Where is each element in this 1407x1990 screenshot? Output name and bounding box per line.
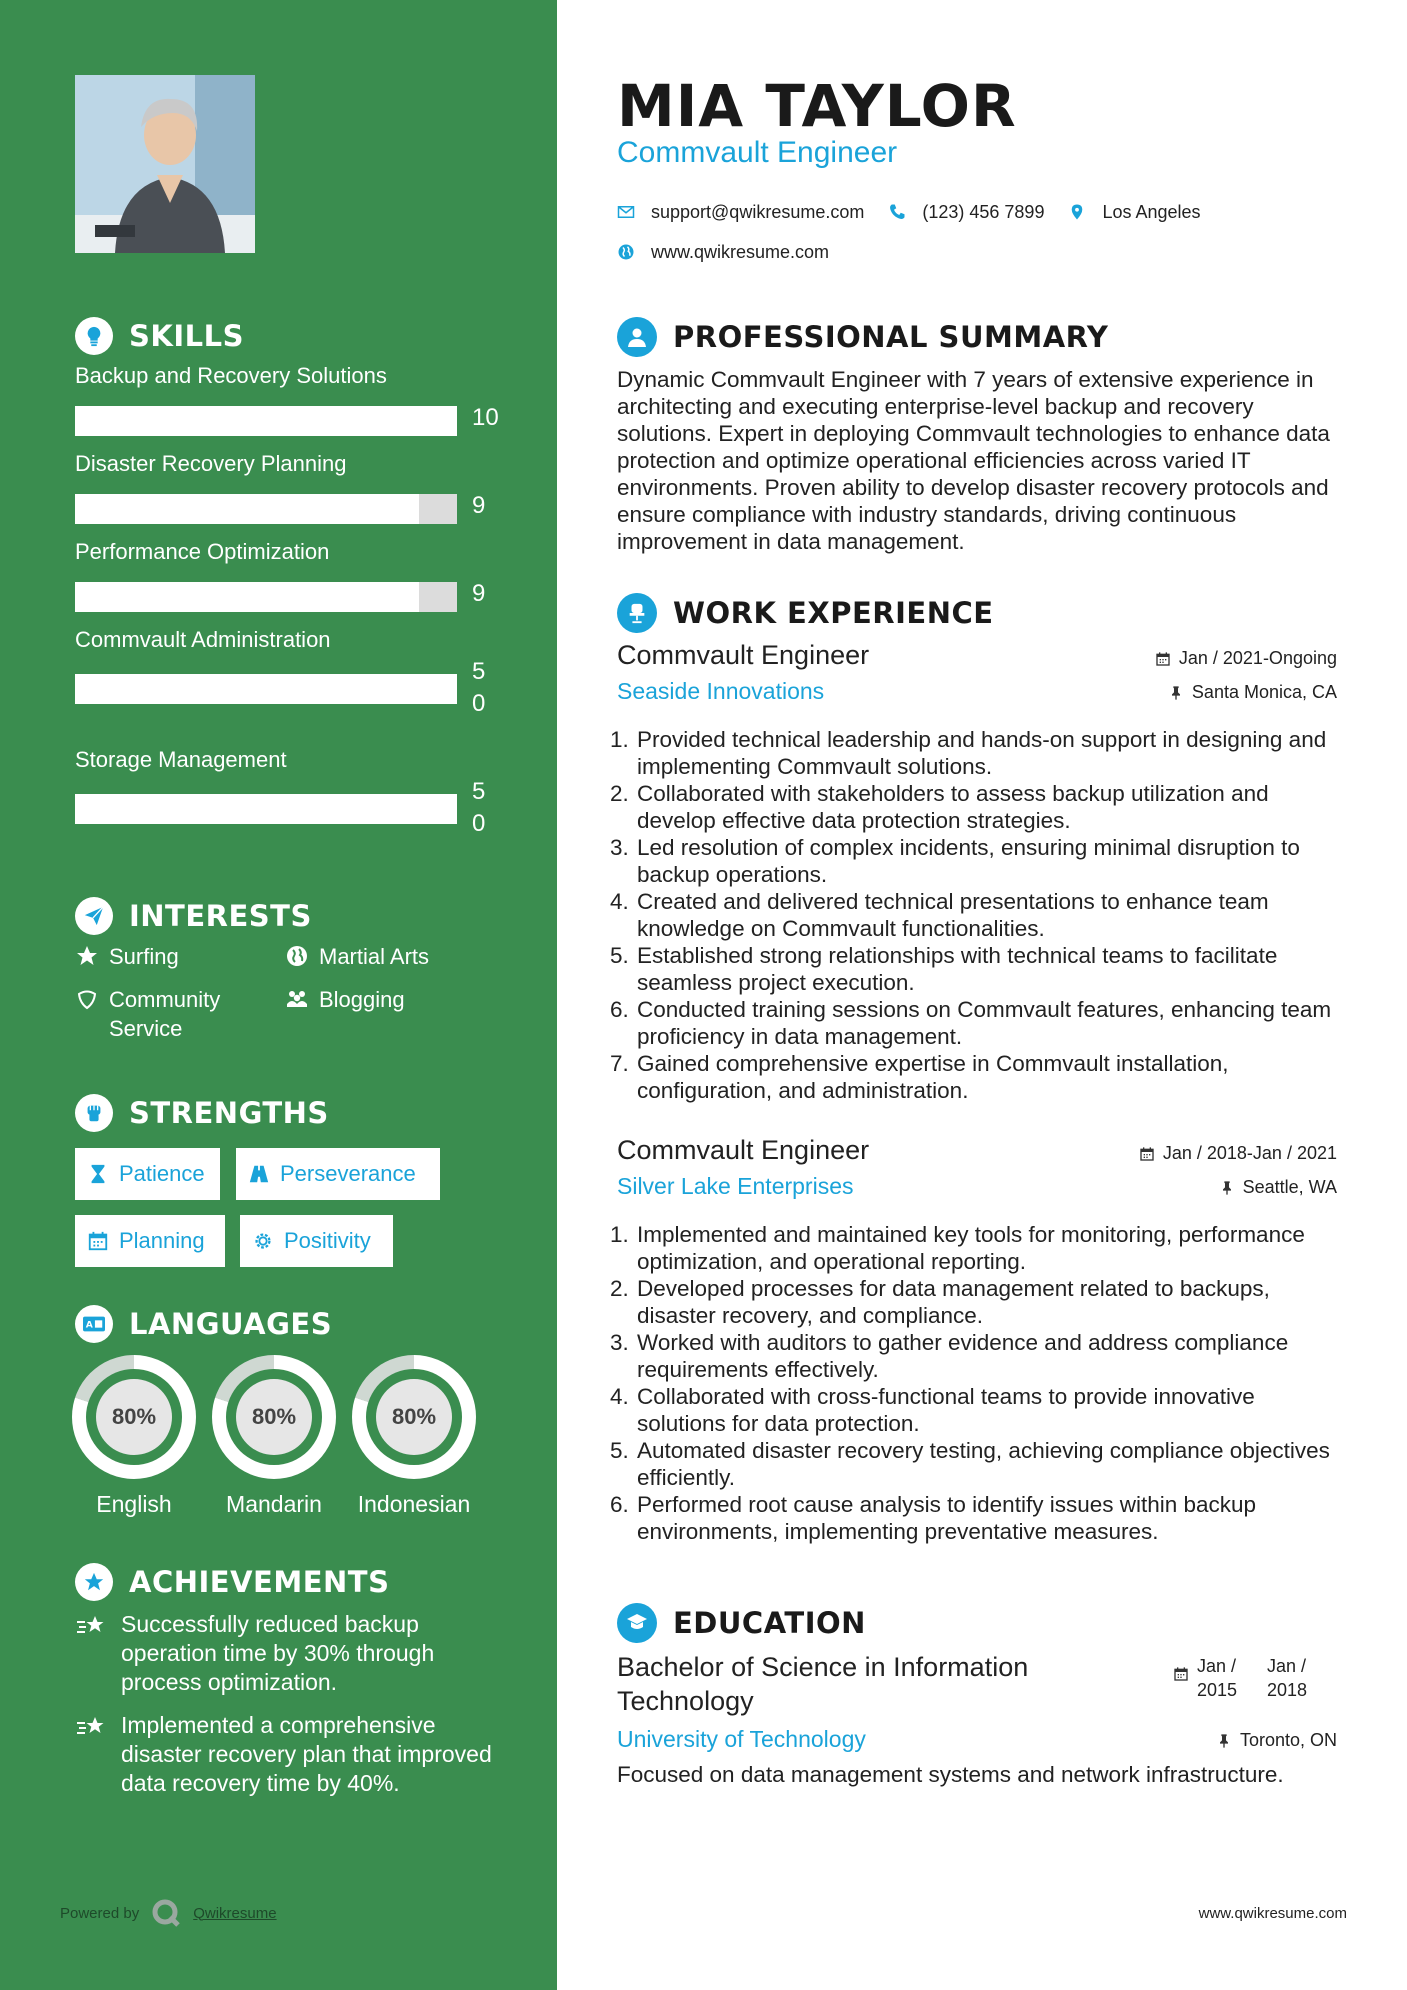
contact-website — [617, 242, 829, 263]
skill-item — [75, 626, 495, 746]
job-location — [1168, 682, 1337, 703]
skill-item — [75, 450, 495, 538]
skill-item — [75, 362, 499, 450]
duty-item: 2. Developed processes for data management related to backups, disaster recovery, and compliance. — [635, 1275, 1337, 1329]
location-text: Los Angeles — [1102, 201, 1201, 222]
achievement-item — [75, 1610, 495, 1697]
gear-icon — [252, 1230, 274, 1252]
contact-info — [617, 192, 1337, 272]
skill-bar-fill — [75, 406, 457, 436]
job-duties — [617, 726, 1337, 1104]
language-item — [352, 1355, 476, 1518]
candidate-name: MIA TAYLOR — [617, 72, 1017, 140]
language-ring — [72, 1355, 196, 1479]
strength-chip — [75, 1148, 220, 1200]
fist-icon — [75, 1094, 113, 1132]
skill-bar — [75, 494, 457, 524]
language-name: Indonesian — [357, 1491, 471, 1517]
calendar-icon — [87, 1230, 109, 1252]
globe-icon — [617, 243, 635, 261]
interest-label: Community Service — [109, 987, 221, 1041]
skill-bar — [75, 406, 457, 436]
skill-name: Performance Optimization — [75, 539, 330, 564]
skill-value: 9 — [472, 492, 486, 519]
job-date-text: Jan / 2021-Ongoing — [1178, 648, 1337, 668]
achievement-item — [75, 1711, 495, 1798]
job-location-text: Seattle, WA — [1242, 1177, 1337, 1197]
experience-heading — [617, 592, 994, 634]
duty-item: 4. Collaborated with cross-functional teams to provide innovative solutions for data protection. — [635, 1383, 1337, 1437]
interests-title: INTERESTS — [129, 899, 312, 933]
achievement-text: Implemented a comprehensive disaster recovery plan that improved data recovery time by 40%. — [121, 1712, 492, 1796]
job-company: Seaside Innovations — [617, 678, 825, 704]
skill-value: 50 — [472, 658, 486, 717]
paper-plane-icon — [75, 897, 113, 935]
sidebar — [0, 0, 557, 1990]
shooting-star-icon — [75, 1713, 107, 1741]
education-description: Focused on data management systems and network infrastructure. — [617, 1762, 1284, 1787]
language-percent: 80% — [376, 1379, 452, 1455]
languages-list — [72, 1355, 492, 1525]
interest-label: Blogging — [319, 987, 405, 1012]
candidate-role: Commvault Engineer — [617, 136, 898, 169]
job-title: Commvault Engineer — [617, 1135, 870, 1165]
duty-item: 6. Conducted training sessions on Commvault features, enhancing team proficiency in data management. — [635, 996, 1337, 1050]
skill-name: Disaster Recovery Planning — [75, 451, 347, 476]
education-dates — [1173, 1654, 1337, 1702]
skill-name: Backup and Recovery Solutions — [75, 363, 387, 388]
globe-icon — [285, 944, 309, 968]
strength-chip — [240, 1215, 393, 1267]
skills-title: SKILLS — [129, 319, 244, 353]
skill-bar — [75, 582, 457, 612]
strengths-heading — [75, 1093, 329, 1133]
skill-value: 9 — [472, 580, 486, 607]
interests-heading — [75, 896, 312, 936]
contact-email — [617, 202, 864, 223]
language-percent: 80% — [96, 1379, 172, 1455]
skill-bar-fill — [75, 494, 419, 524]
graduate-icon — [617, 1603, 657, 1643]
summary-text: Dynamic Commvault Engineer with 7 years of extensive experience in architecting and executing enterprise-level backup and recovery solutions. Expert in deploying Commvault technologies to enhance data protection and optimize operational efficiencies across varied IT environments. Proven ability to develop disaster recovery protocols and ensure compliance with industry standards, driving continuous improvement in data management. — [617, 367, 1330, 554]
calendar-icon — [1173, 1666, 1189, 1682]
job-date — [1139, 1143, 1337, 1164]
interest-item — [75, 985, 285, 1043]
strength-label: Planning — [119, 1228, 205, 1253]
achievements-title: ACHIEVEMENTS — [129, 1565, 390, 1599]
language-name: English — [96, 1491, 172, 1517]
footer-website: www.qwikresume.com — [1198, 1905, 1347, 1922]
duty-item: 2. Collaborated with stakeholders to assess backup utilization and develop effective data protection strategies. — [635, 780, 1337, 834]
pushpin-icon — [1216, 1733, 1232, 1749]
achievements-list — [75, 1610, 495, 1812]
skill-value: 10 — [472, 404, 499, 431]
language-item — [212, 1355, 336, 1518]
interest-item — [75, 942, 285, 971]
language-percent: 80% — [236, 1379, 312, 1455]
shield-icon — [75, 987, 99, 1011]
phone-text: (123) 456 7899 — [922, 201, 1045, 222]
language-name: Mandarin — [226, 1491, 322, 1517]
duty-item: 3. Led resolution of complex incidents, ensuring minimal disruption to backup operations. — [635, 834, 1337, 888]
skill-item — [75, 538, 495, 626]
skill-bar — [75, 674, 457, 704]
job-entry — [617, 1135, 1337, 1555]
achievements-heading — [75, 1562, 389, 1602]
strength-label: Patience — [119, 1161, 205, 1186]
skill-item — [75, 746, 495, 837]
envelope-icon — [617, 203, 635, 221]
duty-item: 1. Provided technical leadership and hands-on support in designing and implementing Commvault solutions. — [635, 726, 1337, 780]
user-icon — [617, 317, 657, 357]
language-item — [72, 1355, 196, 1518]
qwikresume-link[interactable]: Qwikresume — [193, 1904, 277, 1922]
users-icon — [285, 987, 309, 1011]
language-ring — [352, 1355, 476, 1479]
summary-heading — [617, 316, 1108, 358]
education-end: Jan / 2018 — [1267, 1656, 1308, 1700]
strength-chip — [75, 1215, 225, 1267]
calendar-icon — [1139, 1146, 1155, 1162]
pushpin-icon — [1219, 1180, 1235, 1196]
job-company: Silver Lake Enterprises — [617, 1173, 854, 1199]
languages-title: LANGUAGES — [129, 1307, 333, 1341]
interest-item — [285, 942, 505, 971]
email-text: support@qwikresume.com — [651, 201, 865, 222]
duty-item: 5. Established strong relationships with technical teams to facilitate seamless project execution. — [635, 942, 1337, 996]
achievement-text: Successfully reduced backup operation time by 30% through process optimization. — [121, 1611, 435, 1695]
education-entry — [617, 1650, 1337, 1800]
shooting-star-icon — [75, 1612, 107, 1640]
job-date — [1155, 648, 1337, 669]
skill-bar-fill — [75, 582, 419, 612]
office-chair-icon — [617, 593, 657, 633]
duty-item: 3. Worked with auditors to gather evidence and address compliance requirements effectively. — [635, 1329, 1337, 1383]
language-icon — [75, 1305, 113, 1343]
map-pin-icon — [1068, 203, 1086, 221]
duty-item: 7. Gained comprehensive expertise in Commvault installation, configuration, and administration. — [635, 1050, 1337, 1104]
language-ring — [212, 1355, 336, 1479]
lightbulb-icon — [75, 317, 113, 355]
skills-heading — [75, 316, 244, 356]
education-title: EDUCATION — [673, 1606, 866, 1640]
duty-item: 6. Performed root cause analysis to identify issues within backup environments, implementing preventative measures. — [635, 1491, 1337, 1545]
interests-list — [75, 942, 515, 1043]
strengths-title: STRENGTHS — [129, 1096, 329, 1130]
hourglass-icon — [87, 1163, 109, 1185]
skill-bar-fill — [75, 674, 457, 704]
education-location-text: Toronto, ON — [1239, 1730, 1337, 1750]
duty-item: 5. Automated disaster recovery testing, achieving compliance objectives efficiently. — [635, 1437, 1337, 1491]
powered-by-label: Powered by — [60, 1904, 140, 1922]
skill-bar — [75, 794, 457, 824]
skill-name: Commvault Administration — [75, 627, 331, 652]
job-location — [1219, 1177, 1337, 1198]
job-date-text: Jan / 2018-Jan / 2021 — [1162, 1143, 1337, 1163]
profile-photo — [75, 75, 255, 253]
calendar-icon — [1155, 651, 1171, 667]
summary-title: PROFESSIONAL SUMMARY — [673, 320, 1109, 354]
job-title: Commvault Engineer — [617, 640, 870, 670]
pushpin-icon — [1168, 685, 1184, 701]
qwikresume-logo-icon — [151, 1898, 181, 1928]
star-badge-icon — [75, 1563, 113, 1601]
job-location-text: Santa Monica, CA — [1191, 682, 1337, 702]
skill-bar-fill — [75, 794, 457, 824]
duty-item: 1. Implemented and maintained key tools for monitoring, performance optimization, and operational reporting. — [635, 1221, 1337, 1275]
contact-phone — [888, 202, 1044, 223]
svg-text:A: A — [85, 1319, 93, 1331]
interest-item — [285, 985, 505, 1043]
education-school: University of Technology — [617, 1726, 866, 1752]
education-degree: Bachelor of Science in Information Technology — [617, 1652, 1029, 1716]
skill-name: Storage Management — [75, 747, 287, 772]
duty-item: 4. Created and delivered technical presentations to enhance team knowledge on Commvault functionalities. — [635, 888, 1337, 942]
job-duties — [617, 1221, 1337, 1545]
star-icon — [75, 944, 99, 968]
skills-list — [75, 362, 499, 837]
skill-value: 50 — [472, 778, 486, 837]
job-entry — [617, 640, 1337, 1103]
education-start: Jan / 2015 — [1197, 1656, 1238, 1700]
strength-label: Positivity — [284, 1228, 371, 1253]
education-heading — [617, 1602, 866, 1644]
education-location — [1216, 1730, 1337, 1751]
strength-label: Perseverance — [280, 1161, 416, 1186]
strength-chip — [236, 1148, 440, 1200]
languages-heading — [75, 1304, 332, 1344]
contact-location — [1068, 202, 1200, 223]
powered-by — [60, 1898, 277, 1928]
road-icon — [248, 1163, 270, 1185]
website-text: www.qwikresume.com — [651, 241, 830, 262]
experience-title: WORK EXPERIENCE — [673, 596, 994, 630]
phone-icon — [888, 203, 906, 221]
interest-label: Surfing — [109, 944, 179, 969]
interest-label: Martial Arts — [319, 944, 430, 969]
